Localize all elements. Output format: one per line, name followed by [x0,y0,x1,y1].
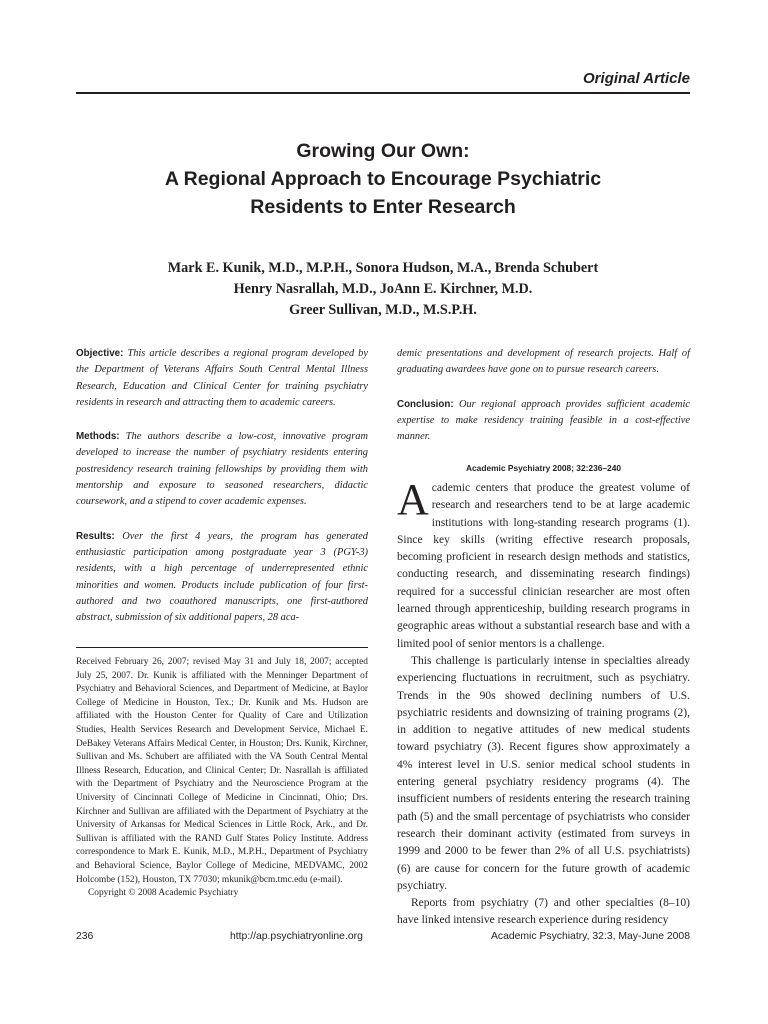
methods-text: The authors describe a low-cost, innovative program developed to increase the number of psychiatry residents entering postresidency research training fellowships by providing them with mentorship and exposure to seasoned researchers, didactic coursework, and a stipend to cover academic expenses. [76,431,368,508]
title-line-3: Residents to Enter Research [250,196,516,218]
journal-citation: Academic Psychiatry 2008; 32:236–240 [465,463,622,474]
abstract-right-column [397,346,690,473]
body-paragraph-1-text: cademic centers that produce the greatest volume of research and researchers tend to be at large academic institutions with long-standing research programs (1). Since key skills (writing effective research proposals, becoming proficient in research design methods and statistics, conducting research, and disseminating research findings) required for a successful clinician researcher are most often learned through apprenticeship, building research programs in geographic areas without a substantial research base and with a limited pool of senior mentors is a challenge. [397,482,690,650]
abstract-results [76,529,368,627]
title-line-1: Growing Our Own: [296,140,470,162]
results-label: Results: [76,530,115,542]
drop-cap: A [397,475,429,524]
conclusion-label: Conclusion: [397,398,454,410]
header-divider [76,92,690,94]
abstract-left-column [76,346,368,644]
authors-line-3: Greer Sullivan, M.D., M.S.P.H. [289,302,477,318]
conclusion-text: Our regional approach provides sufficient academic expertise to make residency training feasible in a cost-effective manner. [397,398,690,443]
article-body [397,475,690,930]
journal-url: http://ap.psychiatryonline.org [230,931,363,942]
authors-line-2: Henry Nasrallah, M.D., JoAnn E. Kirchner, M.D. [233,281,533,297]
title-line-2: A Regional Approach to Encourage Psychiatric [164,168,602,190]
abstract-methods [76,429,368,510]
article-type-label: Original Article [583,70,690,87]
abstract-objective [76,346,368,411]
results-text: Over the first 4 years, the program has generated enthusiastic participation among postgraduate year 3 (PGY-3) residents, with a high percentage of underrepresented ethnic minorities and women. Products include publication of four first-authored and two coauthored manuscripts, one first-authored abstract, submission of six additional papers, 28 aca- [76,530,368,624]
methods-label: Methods: [76,431,120,443]
author-affiliation-footnote [76,656,368,901]
authors-line-1: Mark E. Kunik, M.D., M.P.H., Sonora Hudson, M.A., Brenda Schubert [167,260,599,276]
abstract-conclusion [397,397,690,446]
footnote-divider [76,647,368,648]
article-title [76,137,690,221]
page-number: 236 [76,931,94,942]
body-paragraph-2: This challenge is particularly intense in specialties already experiencing fluctuations in recruitment, such as psychiatry. Trends in the 90s showed declining numbers of U.S. psychiatric residents and downsizing of training programs (2), in addition to negative attitudes of new medical students toward psychiatry (3). Recent figures show approximately a 4% interest level in U.S. senior medical school students in entering general psychiatry residency programs (4). The insufficient numbers of residents entering the research training path (5) and the small percentage of psychiatrists who consider research their dominant activity (estimated from surveys in 1999 and 2000 to be fewer than 2% of all U.S. psychiatrists) (6) are cause for concern for the future growth of academic psychiatry. [397,654,690,892]
abstract-results-continued: demic presentations and development of research projects. Half of graduating awardees have gone on to pursue research careers. [397,348,690,376]
body-paragraph-3: Reports from psychiatry (7) and other specialties (8–10) have linked intensive research experience during residency [397,897,690,927]
objective-label: Objective: [76,348,124,359]
objective-text: This article describes a regional program developed by the Department of Veterans Affairs South Central Mental Illness Research, Education and Clinical Center for training psychiatry residents in research and attracting them to academic careers. [76,348,368,408]
journal-issue: Academic Psychiatry, 32:3, May-June 2008 [490,931,690,942]
copyright-notice: Copyright © 2008 Academic Psychiatry [88,888,239,899]
footnote-text: Received February 26, 2007; revised May 31 and July 18, 2007; accepted July 25, 2007. Dr. Kunik is affiliated with the Menninger Department of Psychiatry and Behavioral Sciences, and Department of Medicine, at Baylor College of Medicine in Houston, Tex.; Dr. Kunik and Ms. Hudson are affiliated with the Houston Center for Quality of Care and Utilization Studies, Health Services Research and Development Service, Michael E. DeBakey Veterans Affairs Medical Center, in Houston; Drs. Kunik, Kirchner, Sullivan and Ms. Schubert are affiliated with the VA South Central Mental Illness Research, Education, and Clinical Center; Dr. Nasrallah is affiliated with the Department of Psychiatry and the Neuroscience Program at the University of Cincinnati College of Medicine in Cincinnati, Ohio; Drs. Kirchner and Sullivan are affiliated with the Department of Psychiatry at the University of Arkansas for Medical Sciences in Little Rock, Ark., and Dr. Sullivan is affiliated with the RAND Gulf States Policy Institute. Address correspondence to Mark E. Kunik, M.D., M.P.H., Department of Psychiatry and Behavioral Science, Baylor College of Medicine, MEDVAMC, 2002 Holcombe (152), Houston, TX 77030; mkunik@bcm.tmc.edu (e-mail). [76,657,368,885]
author-list [76,258,690,321]
body-paragraph-1 [397,475,690,653]
